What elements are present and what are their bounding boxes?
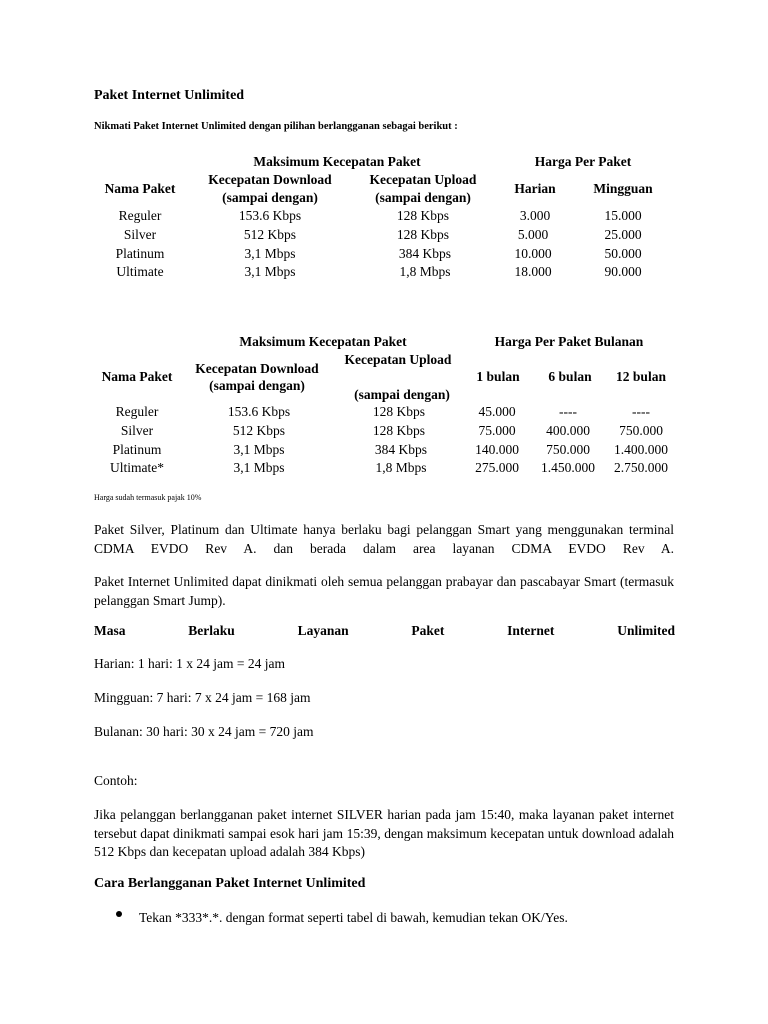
price-1-month: 140.000 — [475, 442, 519, 457]
validity-heading — [94, 623, 675, 639]
price-1-month: 75.000 — [478, 423, 516, 438]
weekly-price: 90.000 — [604, 264, 642, 279]
table2-price-header: Harga Per Paket Bulanan — [494, 334, 644, 349]
weekly-price: 25.000 — [604, 227, 642, 242]
validity-heading-word: Internet — [507, 623, 555, 638]
subscription-heading: Cara Berlangganan Paket Internet Unlimited — [94, 876, 366, 891]
price-1-month: 45.000 — [478, 404, 516, 419]
example-label: Contoh: — [94, 773, 138, 788]
package-name: Ultimate — [116, 264, 164, 279]
package-name: Ultimate* — [110, 460, 164, 475]
page-title: Paket Internet Unlimited — [94, 88, 245, 103]
table1-col-daily: Harian — [514, 181, 556, 196]
eligibility-paragraph: Paket Internet Unlimited dapat dinikmati oleh semua pelanggan prabayar dan pascabayar Smart (termasuk pelanggan Smart Jump). — [94, 574, 674, 608]
package-name: Platinum — [112, 442, 162, 457]
validity-heading-word: Masa — [94, 623, 126, 638]
table2-speed-header: Maksimum Kecepatan Paket — [239, 334, 407, 349]
upload-speed: 384 Kbps — [398, 246, 452, 261]
table2-col-download-sub: (sampai dengan) — [209, 378, 305, 393]
download-speed: 3,1 Mbps — [233, 442, 285, 457]
validity-heading-word: Berlaku — [188, 623, 235, 638]
weekly-price: 15.000 — [604, 208, 642, 223]
package-name: Silver — [123, 227, 157, 242]
validity-heading-word: Paket — [411, 623, 445, 638]
intro-text: Nikmati Paket Internet Unlimited dengan pilihan berlangganan sebagai berikut : — [94, 121, 458, 132]
daily-price: 10.000 — [514, 246, 552, 261]
price-12-month: 750.000 — [619, 423, 663, 438]
table2-col-1-month: 1 bulan — [476, 369, 520, 384]
daily-price: 3.000 — [519, 208, 551, 223]
upload-speed: 128 Kbps — [372, 423, 426, 438]
table1-col-upload-sub: (sampai dengan) — [375, 190, 471, 205]
table1-col-download-sub: (sampai dengan) — [222, 190, 318, 205]
upload-speed: 384 Kbps — [374, 442, 428, 457]
download-speed: 3,1 Mbps — [244, 264, 296, 279]
example-paragraph: Jika pelanggan berlangganan paket internet SILVER harian pada jam 15:40, maka layanan paket internet tersebut dapat dinikmati sampai esok hari jam 15:39, dengan maksimum kecepatan untuk download adalah 512 Kbps dan kecepatan upload adalah 384 Kbps) — [94, 807, 674, 859]
upload-speed: 128 Kbps — [396, 208, 450, 223]
availability-paragraph: Paket Silver, Platinum dan Ultimate hanya berlaku bagi pelanggan Smart yang menggunakan terminal CDMA EVDO Rev A. dan berada dalam area layanan CDMA EVDO Rev A. — [94, 522, 674, 556]
bullet-icon — [116, 911, 122, 917]
price-6-month: 750.000 — [546, 442, 590, 457]
download-speed: 512 Kbps — [232, 423, 286, 438]
upload-speed: 1,8 Mbps — [399, 264, 451, 279]
validity-heading-word: Unlimited — [617, 623, 675, 638]
daily-price: 18.000 — [514, 264, 552, 279]
table1-speed-header: Maksimum Kecepatan Paket — [253, 154, 421, 169]
price-12-month: ---- — [632, 404, 650, 419]
price-6-month: ---- — [559, 404, 577, 419]
table2-col-12-month: 12 bulan — [616, 369, 666, 384]
package-name: Platinum — [115, 246, 165, 261]
subscription-step: Tekan *333*.*. dengan format seperti tabel di bawah, kemudian tekan OK/Yes. — [139, 910, 568, 925]
weekly-validity: Mingguan: 7 hari: 7 x 24 jam = 168 jam — [94, 690, 311, 705]
table1-price-header: Harga Per Paket — [534, 154, 632, 169]
download-speed: 153.6 Kbps — [238, 208, 302, 223]
weekly-price: 50.000 — [604, 246, 642, 261]
download-speed: 153.6 Kbps — [227, 404, 291, 419]
table2-col-upload-sub: (sampai dengan) — [354, 387, 450, 402]
daily-price: 5.000 — [517, 227, 549, 242]
package-name: Silver — [120, 423, 154, 438]
package-name: Reguler — [118, 208, 162, 223]
price-12-month: 1.400.000 — [614, 442, 668, 457]
table1-col-name: Nama Paket — [104, 181, 176, 196]
upload-speed: 128 Kbps — [396, 227, 450, 242]
daily-validity: Harian: 1 hari: 1 x 24 jam = 24 jam — [94, 656, 285, 671]
upload-speed: 1,8 Mbps — [375, 460, 427, 475]
download-speed: 3,1 Mbps — [244, 246, 296, 261]
download-speed: 512 Kbps — [243, 227, 297, 242]
price-1-month: 275.000 — [475, 460, 519, 475]
table2-col-6-month: 6 bulan — [548, 369, 592, 384]
tax-note: Harga sudah termasuk pajak 10% — [94, 493, 202, 502]
table1-col-upload: Kecepatan Upload — [369, 172, 477, 187]
monthly-validity: Bulanan: 30 hari: 30 x 24 jam = 720 jam — [94, 724, 314, 739]
price-12-month: 2.750.000 — [614, 460, 668, 475]
price-6-month: 400.000 — [546, 423, 590, 438]
download-speed: 3,1 Mbps — [233, 460, 285, 475]
upload-speed: 128 Kbps — [372, 404, 426, 419]
table2-col-name: Nama Paket — [101, 369, 173, 384]
table2-col-upload: Kecepatan Upload — [344, 352, 452, 367]
table2-col-download: Kecepatan Download — [195, 361, 319, 376]
table1-col-weekly: Mingguan — [593, 181, 653, 196]
package-name: Reguler — [115, 404, 159, 419]
table1-col-download: Kecepatan Download — [208, 172, 332, 187]
price-6-month: 1.450.000 — [541, 460, 595, 475]
validity-heading-word: Layanan — [297, 623, 349, 638]
